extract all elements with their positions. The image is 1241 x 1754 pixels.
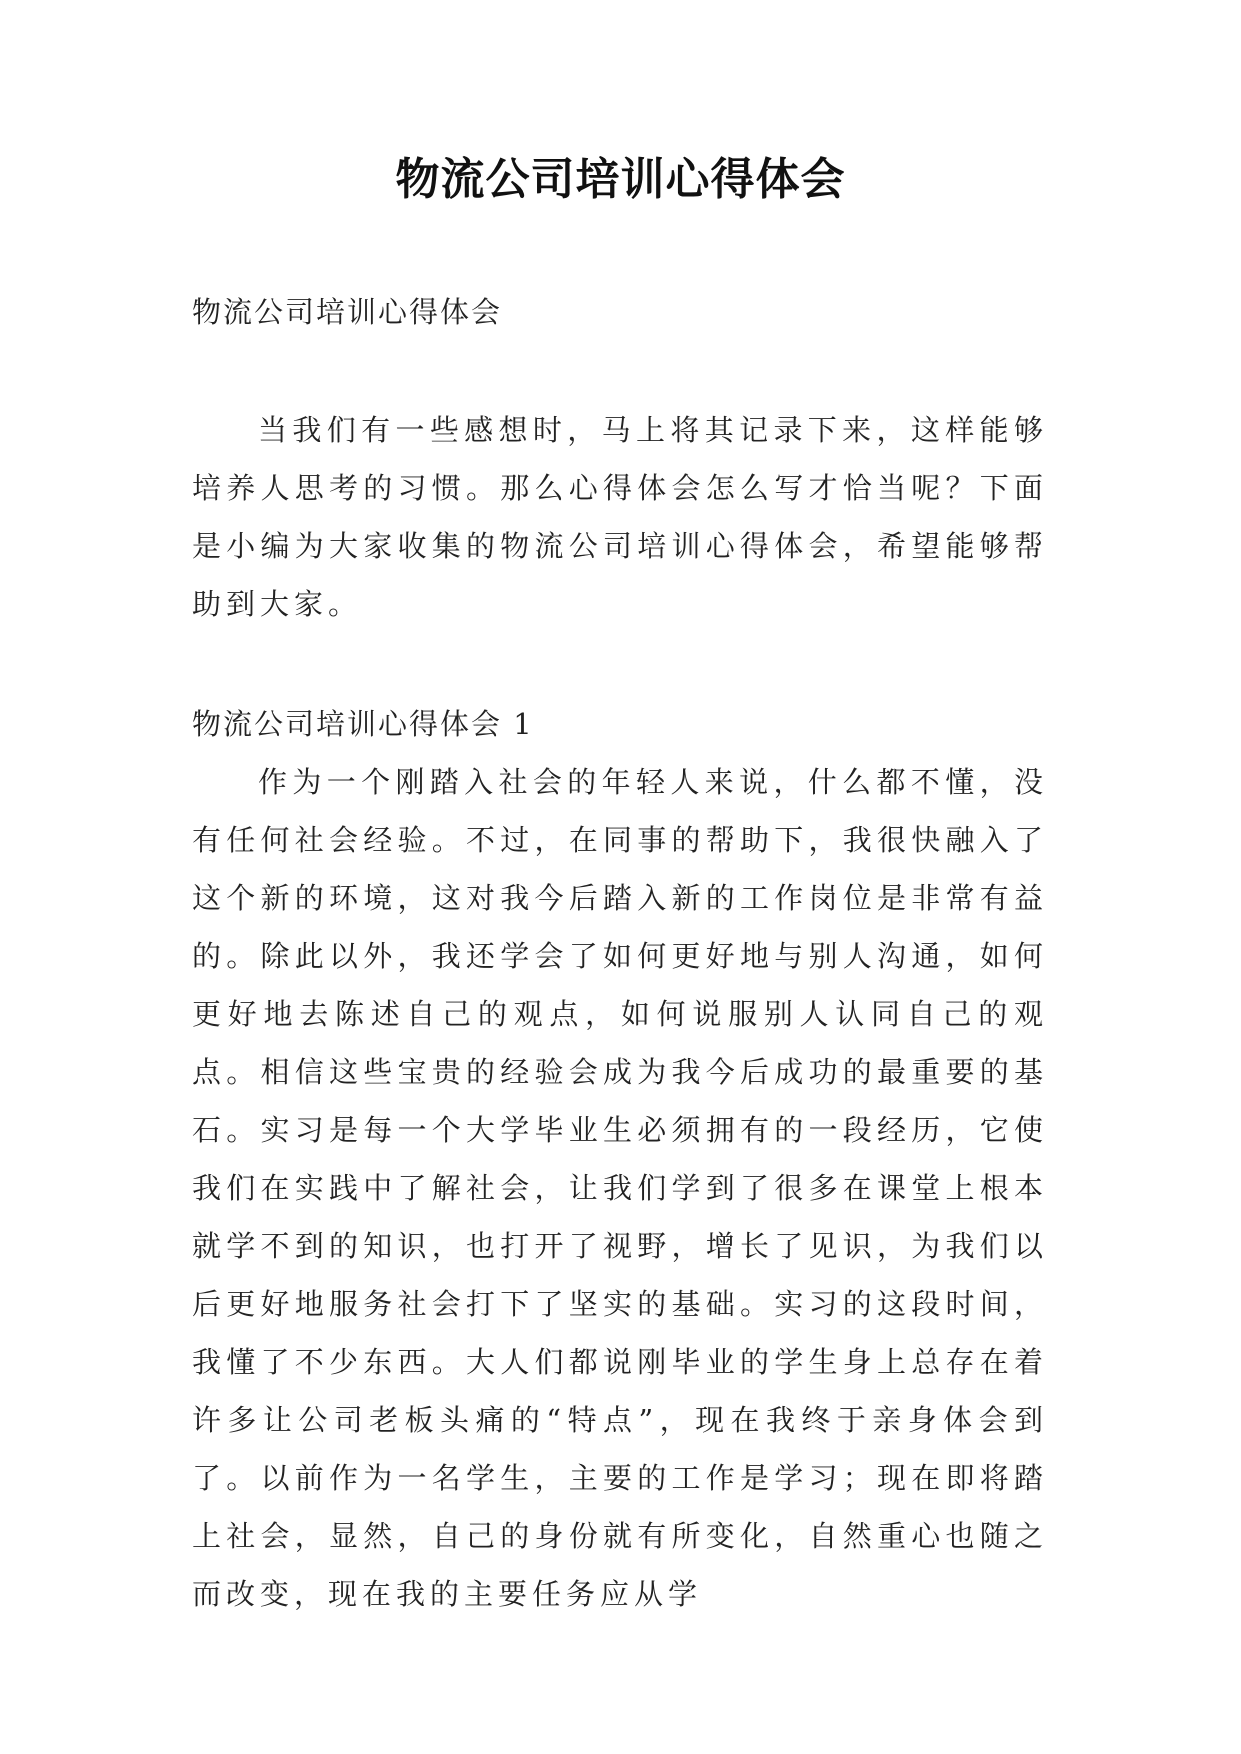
section-heading: 物流公司培训心得体会 1 [192, 707, 534, 741]
body-paragraph: 作为一个刚踏入社会的年轻人来说，什么都不懂，没有任何社会经验。不过，在同事的帮助下，我很快融入了这个新的环境，这对我今后踏入新的工作岗位是非常有益的。除此以外，我还学会了如何更好地与别人沟通，如何更好地去陈述自己的观点，如何说服别人认同自己的观点。相信这些宝贵的经验会成为我今后成功的最重要的基石。实习是每一个大学毕业生必须拥有的一段经历，它使我们在实践中了解社会，让我们学到了很多在课堂上根本就学不到的知识，也打开了视野，增长了见识，为我们以后更好地服务社会打下了坚实的基础。实习的这段时间，我懂了不少东西。大人们都说刚毕业的学生身上总存在着许多让公司老板头痛的“特点”，现在我终于亲身体会到了。以前作为一名学生，主要的工作是学习；现在即将踏上社会，显然，自己的身份就有所变化，自然重心也随之而改变，现在我的主要任务应从学 [192, 765, 1048, 1611]
intro-paragraph: 当我们有一些感想时，马上将其记录下来，这样能够培养人思考的习惯。那么心得体会怎么写才恰当呢？下面是小编为大家收集的物流公司培训心得体会，希望能够帮助到大家。 [192, 413, 1048, 621]
document-subtitle: 物流公司培训心得体会 [192, 295, 503, 329]
document-title: 物流公司培训心得体会 [395, 154, 846, 205]
